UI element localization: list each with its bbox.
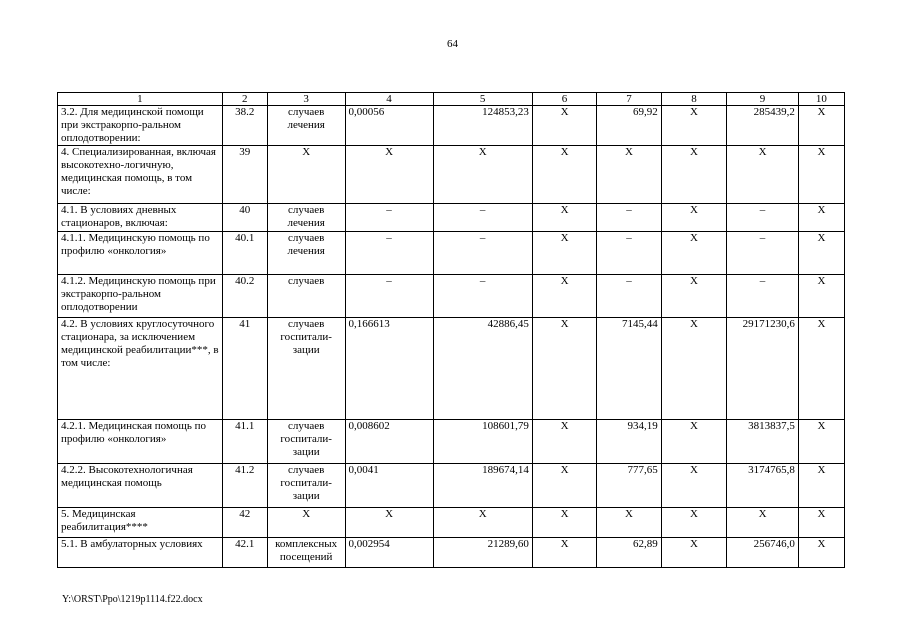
table-cell: 40	[222, 204, 267, 232]
table-cell: Х	[267, 508, 345, 538]
table-cell: Х	[532, 508, 596, 538]
table-cell: –	[597, 232, 661, 275]
table-row	[58, 106, 845, 146]
column-header: 3	[267, 93, 345, 106]
table-cell: 62,89	[597, 538, 661, 568]
table-cell: Х	[661, 508, 726, 538]
table-cell: –	[727, 204, 799, 232]
table-cell: Х	[661, 232, 726, 275]
table-cell: Х	[798, 538, 844, 568]
table-cell: Х	[661, 318, 726, 420]
table-cell: 41.1	[222, 420, 267, 464]
table-cell: Х	[532, 464, 596, 508]
column-header: 7	[597, 93, 661, 106]
table-cell: Х	[532, 538, 596, 568]
table-cell: 0,002954	[345, 538, 433, 568]
table-cell: Х	[532, 420, 596, 464]
table-cell: 41.2	[222, 464, 267, 508]
page-number: 64	[447, 38, 458, 50]
column-header: 4	[345, 93, 433, 106]
table-cell: случаев госпитали-зации	[267, 318, 345, 420]
table-cell: 3813837,5	[727, 420, 799, 464]
table-cell: 285439,2	[727, 106, 799, 146]
table-cell: Х	[597, 146, 661, 204]
table-row	[58, 508, 845, 538]
table-cell: 124853,23	[433, 106, 532, 146]
table-cell: случаев лечения	[267, 204, 345, 232]
table-cell: 256746,0	[727, 538, 799, 568]
table-cell: Х	[661, 275, 726, 318]
table-row	[58, 318, 845, 420]
table-cell: случаев госпитали-зации	[267, 420, 345, 464]
table-cell: Х	[798, 275, 844, 318]
table-cell: 41	[222, 318, 267, 420]
table-cell: 0,166613	[345, 318, 433, 420]
table-cell: 7145,44	[597, 318, 661, 420]
table-cell: 42886,45	[433, 318, 532, 420]
table-cell: Х	[661, 204, 726, 232]
column-header: 8	[661, 93, 726, 106]
table-cell: 5.1. В амбулаторных условиях	[58, 538, 223, 568]
table-cell: Х	[798, 146, 844, 204]
table-cell: 0,00056	[345, 106, 433, 146]
table-cell: 4.2.2. Высокотехнологичная медицинская помощь	[58, 464, 223, 508]
column-header: 6	[532, 93, 596, 106]
column-header: 9	[727, 93, 799, 106]
column-header: 1	[58, 93, 223, 106]
table-cell: случаев	[267, 275, 345, 318]
table-row	[58, 204, 845, 232]
table-cell: Х	[727, 508, 799, 538]
table-cell: Х	[532, 204, 596, 232]
table-cell: –	[727, 275, 799, 318]
column-header: 2	[222, 93, 267, 106]
table-cell: 29171230,6	[727, 318, 799, 420]
table-cell: Х	[798, 106, 844, 146]
table-cell: 934,19	[597, 420, 661, 464]
table-cell: –	[597, 275, 661, 318]
table-cell: Х	[532, 146, 596, 204]
table-cell: –	[597, 204, 661, 232]
table-cell: 69,92	[597, 106, 661, 146]
table-cell: случаев госпитали-зации	[267, 464, 345, 508]
table-row	[58, 420, 845, 464]
table-cell: 38.2	[222, 106, 267, 146]
table-cell: комплексных посещений	[267, 538, 345, 568]
table-cell: 42	[222, 508, 267, 538]
table-cell: Х	[433, 146, 532, 204]
table-cell: Х	[267, 146, 345, 204]
table-cell: Х	[727, 146, 799, 204]
table-cell: Х	[661, 538, 726, 568]
table-cell: Х	[532, 275, 596, 318]
table-row	[58, 464, 845, 508]
table-cell: 4.1.2. Медицинскую помощь при экстракорпо-ральном оплодотворении	[58, 275, 223, 318]
table-cell: 4. Специализированная, включая высокотехно-логичную, медицинская помощь, в том числе:	[58, 146, 223, 204]
table-cell: 40.2	[222, 275, 267, 318]
table-cell: случаев лечения	[267, 106, 345, 146]
table-cell: Х	[532, 232, 596, 275]
table-cell: 42.1	[222, 538, 267, 568]
table-cell: 0,008602	[345, 420, 433, 464]
table-cell: –	[345, 275, 433, 318]
table-cell: 189674,14	[433, 464, 532, 508]
table-cell: Х	[345, 508, 433, 538]
document-file-path: Y:\ORST\Ppo\1219p1114.f22.docx	[62, 594, 203, 605]
table-cell: –	[433, 204, 532, 232]
header-row	[58, 93, 845, 106]
column-header: 10	[798, 93, 844, 106]
table-cell: Х	[661, 146, 726, 204]
table-cell: Х	[433, 508, 532, 538]
table-row	[58, 275, 845, 318]
table-cell: 777,65	[597, 464, 661, 508]
table-cell: –	[345, 232, 433, 275]
table-cell: Х	[345, 146, 433, 204]
table-cell: Х	[798, 204, 844, 232]
table-cell: Х	[532, 106, 596, 146]
table-cell: Х	[798, 464, 844, 508]
table-cell: Х	[661, 420, 726, 464]
table-cell: 40.1	[222, 232, 267, 275]
table-cell: 4.1. В условиях дневных стационаров, включая:	[58, 204, 223, 232]
table-cell: –	[345, 204, 433, 232]
table-cell: 5. Медицинская реабилитация****	[58, 508, 223, 538]
table-cell: Х	[661, 464, 726, 508]
table-row	[58, 146, 845, 204]
table-cell: 3174765,8	[727, 464, 799, 508]
table-cell: Х	[798, 508, 844, 538]
table-cell: Х	[798, 318, 844, 420]
table-cell: Х	[798, 232, 844, 275]
table-cell: 3.2. Для медицинской помощи при экстракорпо-ральном оплодотворении:	[58, 106, 223, 146]
table-cell: Х	[597, 508, 661, 538]
table-cell: 108601,79	[433, 420, 532, 464]
table-cell: 4.2.1. Медицинская помощь по профилю «онкология»	[58, 420, 223, 464]
table-cell: Х	[798, 420, 844, 464]
table-cell: случаев лечения	[267, 232, 345, 275]
table-cell: –	[727, 232, 799, 275]
table-cell: 0,0041	[345, 464, 433, 508]
table-cell: 21289,60	[433, 538, 532, 568]
data-table	[57, 92, 845, 568]
table-row	[58, 232, 845, 275]
table-row	[58, 538, 845, 568]
table-cell: –	[433, 275, 532, 318]
column-header: 5	[433, 93, 532, 106]
table-cell: 4.2. В условиях круглосуточного стационара, за исключением медицинской реабилитации***, в том числе:	[58, 318, 223, 420]
table-cell: Х	[661, 106, 726, 146]
table-cell: 39	[222, 146, 267, 204]
table-cell: Х	[532, 318, 596, 420]
table-cell: –	[433, 232, 532, 275]
table-cell: 4.1.1. Медицинскую помощь по профилю «онкология»	[58, 232, 223, 275]
